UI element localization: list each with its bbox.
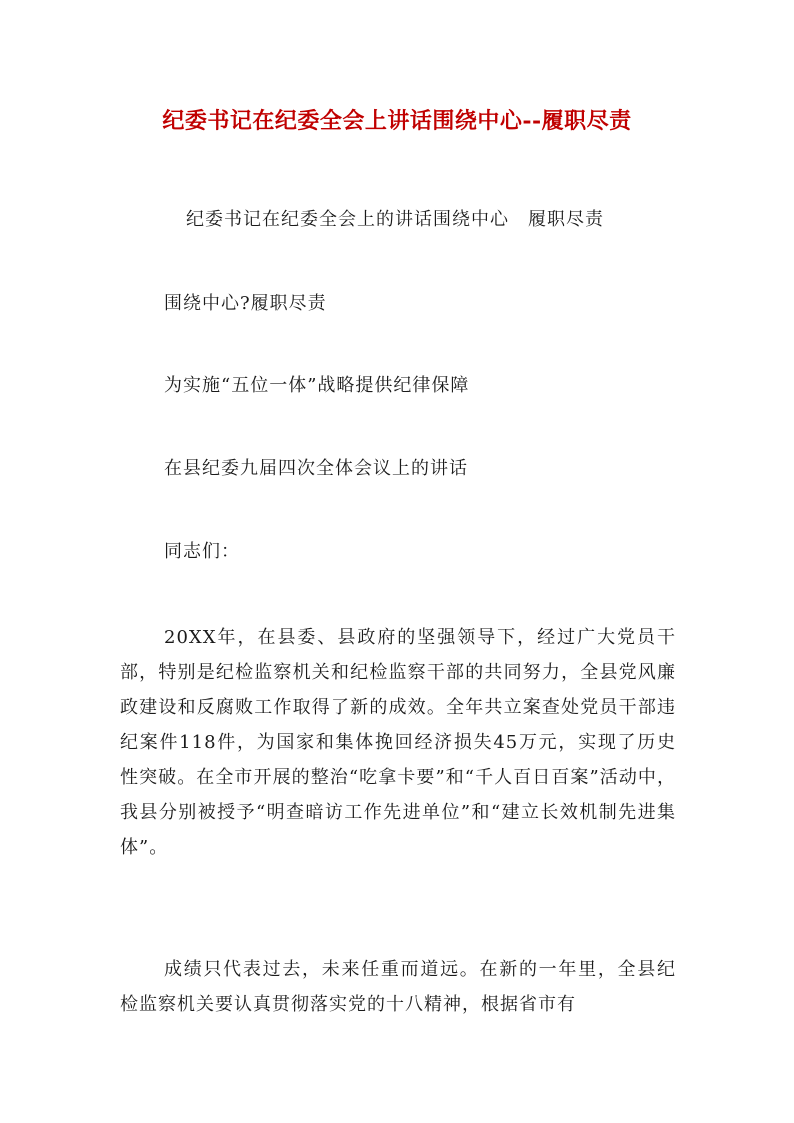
body-paragraph: 成绩只代表过去，未来任重而道远。在新的一年里，全县纪检监察机关要认真贯彻落实党的十八精神，根据省市有 (120, 959, 676, 1015)
salutation-line: 同志们： (164, 541, 240, 562)
heading-line: 围绕中心?履职尽责 (164, 293, 327, 314)
subtitle-line: 纪委书记在纪委全会上的讲话围绕中心 履职尽责 (186, 209, 604, 230)
body-paragraph: 20XX年，在县委、县政府的坚强领导下，经过广大党员干部，特别是纪检监察机关和纪检监察干部的共同努力，全县党风廉政建设和反腐败工作取得了新的成效。全年共立案查处党员干部违纪案件118件，为国家和集体挽回经济损失45万元，实现了历史性突破。在全市开展的整治“吃拿卡要”和“千人百日百案”活动中，我县分别被授予“明查暗访工作先进单位”和“建立长效机制先进集体”。 (120, 627, 676, 858)
heading-line: 在县纪委九届四次全体会议上的讲话 (164, 458, 468, 479)
document-title: 纪委书记在纪委全会上讲话围绕中心--履职尽责 (162, 108, 632, 134)
heading-line: 为实施“五位一体”战略提供纪律保障 (164, 375, 470, 396)
